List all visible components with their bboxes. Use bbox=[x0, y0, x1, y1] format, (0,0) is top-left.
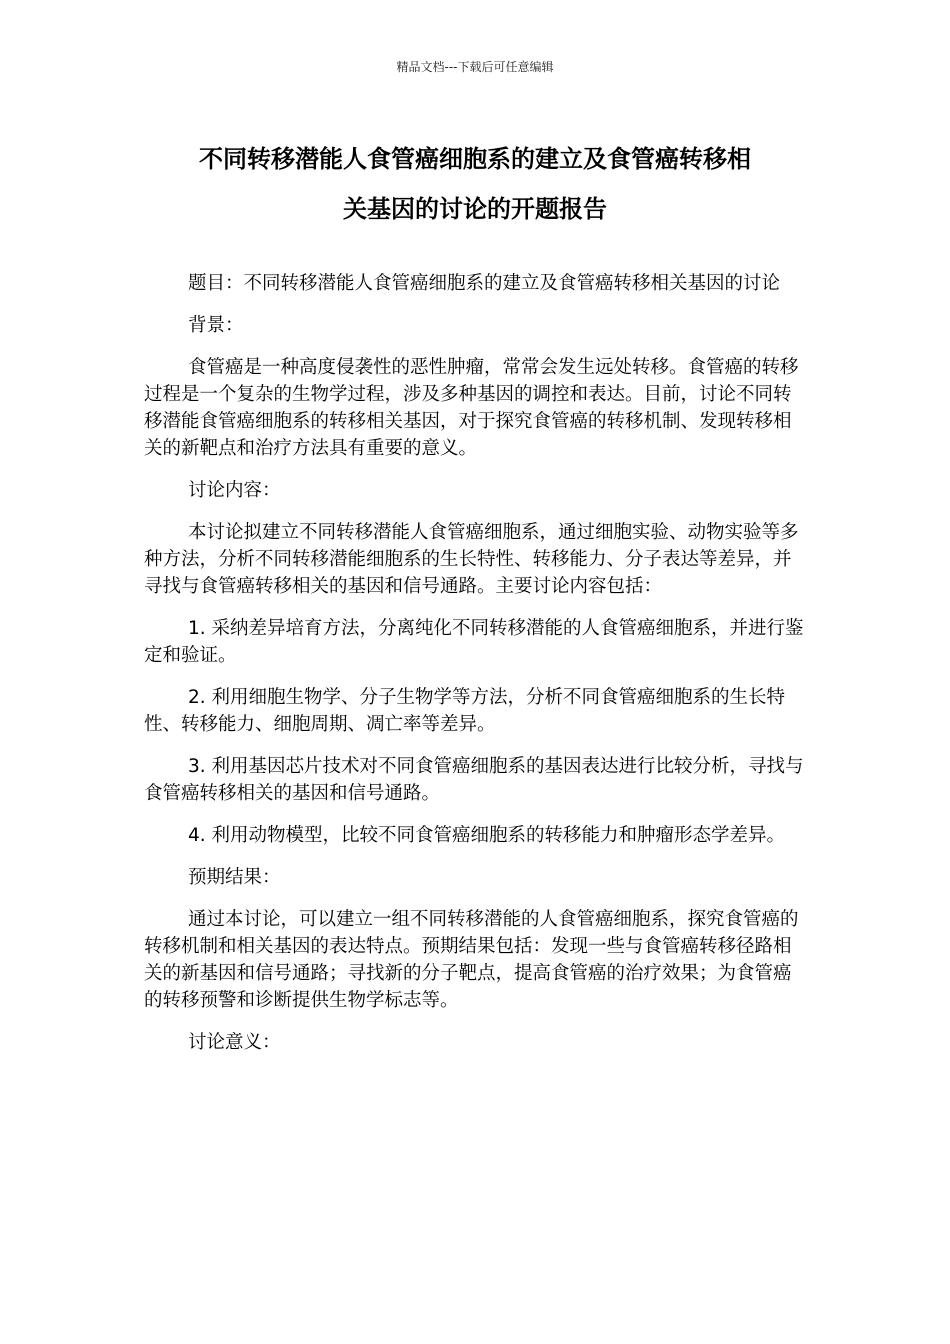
content-heading: 讨论内容： bbox=[188, 480, 281, 501]
list-item-3: 3. 利用基因芯片技术对不同食管癌细胞系的基因表达进行比较分析，寻找与食管癌转移相关的基因和信号通路。 bbox=[144, 756, 804, 804]
expected-results-paragraph: 通过本讨论，可以建立一组不同转移潜能的人食管癌细胞系，探究食管癌的转移机制和相关基因的表达特点。预期结果包括：发现一些与食管癌转移径路相关的新基因和信号通路；寻找新的分子靶点，提高食管癌的治疗效果；为食管癌的转移预警和诊断提供生物学标志等。 bbox=[144, 909, 799, 1011]
title-line-1: 不同转移潜能人食管癌细胞系的建立及食管癌转移相 bbox=[199, 145, 751, 173]
background-heading: 背景： bbox=[188, 315, 244, 336]
expected-results-heading: 预期结果： bbox=[188, 867, 281, 888]
topic-paragraph: 题目：不同转移潜能人食管癌细胞系的建立及食管癌转移相关基因的讨论 bbox=[188, 273, 781, 294]
title-line-2: 关基因的讨论的开题报告 bbox=[343, 195, 607, 223]
significance-heading: 讨论意义： bbox=[188, 1032, 281, 1053]
list-item-1: 1. 采纳差异培育方法，分离纯化不同转移潜能的人食管癌细胞系，并进行鉴定和验证。 bbox=[144, 618, 804, 666]
document-title bbox=[140, 134, 810, 234]
list-item-4: 4. 利用动物模型，比较不同食管癌细胞系的转移能力和肿瘤形态学差异。 bbox=[188, 825, 786, 846]
page-header: 精品文档---下载后可任意编辑 bbox=[396, 60, 554, 74]
background-paragraph: 食管癌是一种高度侵袭性的恶性肿瘤，常常会发生远处转移。食管癌的转移过程是一个复杂的生物学过程，涉及多种基因的调控和表达。目前，讨论不同转移潜能食管癌细胞系的转移相关基因，对于探究食管癌的转移机制、发现转移相关的新靶点和治疗方法具有重要的意义。 bbox=[144, 357, 799, 459]
list-item-2: 2. 利用细胞生物学、分子生物学等方法，分析不同食管癌细胞系的生长特性、转移能力、细胞周期、凋亡率等差异。 bbox=[144, 687, 786, 735]
content-paragraph: 本讨论拟建立不同转移潜能人食管癌细胞系，通过细胞实验、动物实验等多种方法，分析不同转移潜能细胞系的生长特性、转移能力、分子表达等差异，并寻找与食管癌转移相关的基因和信号通路。主要讨论内容包括： bbox=[144, 522, 799, 597]
document-body bbox=[144, 270, 804, 1071]
